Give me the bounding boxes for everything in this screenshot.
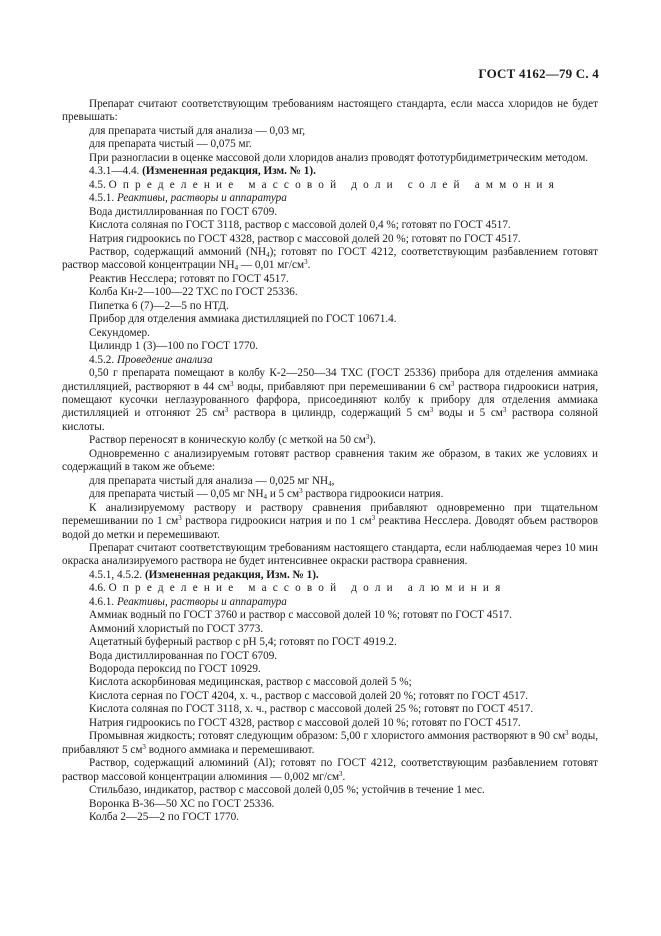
superscript: 3 [450, 379, 455, 388]
superscript: 3 [429, 406, 434, 415]
text-run: реактива Несслера. Доводят объем растворов водой до метки и перемешивают. [62, 515, 598, 541]
amendment-label: (Измененная редакция, Изм. № 1). [142, 165, 316, 178]
section-heading [62, 582, 598, 595]
clause-number: 4.6.1. [89, 595, 117, 608]
paragraph: Кислота соляная по ГОСТ 3118, раствор с массовой долей 0,4 %; готовят по ГОСТ 4517. [89, 219, 511, 232]
clause-number: 4.5.1. [89, 192, 117, 205]
paragraph: Натрия гидроокись по ГОСТ 4328, раствор с массовой долей 20 %; готовят по ГОСТ 4517. [89, 232, 521, 245]
amendment-note [62, 165, 598, 178]
paragraph [62, 730, 598, 757]
superscript: 3 [502, 406, 507, 415]
text-run: Промывная жидкость; готовят следующим образом: 5,00 г хлористого аммония растворяют в 90 см [89, 730, 566, 743]
superscript: 3 [339, 769, 343, 778]
text-run: и 5 см [267, 488, 300, 501]
paragraph: Прибор для отделения аммиака дистилляцией по ГОСТ 10671.4. [89, 313, 397, 326]
superscript: 3 [365, 433, 370, 442]
paragraph: Цилиндр 1 (3)—100 по ГОСТ 1770. [89, 340, 258, 353]
paragraph [62, 488, 598, 501]
clause-number: 4.5. [89, 178, 109, 191]
subscript: 4 [234, 264, 239, 273]
paragraph: При разногласии в оценке массовой доли хлоридов анализ проводят фототурбидиметрическим методом. [89, 151, 589, 164]
superscript: 3 [299, 487, 303, 496]
superscript: 3 [142, 742, 146, 751]
paragraph: Натрия гидроокись по ГОСТ 4328, раствор с массовой долей 10 %; готовят по ГОСТ 4517. [89, 716, 521, 729]
text-run: раствора в цилиндр, содержащий 5 см [228, 407, 430, 420]
paragraph: Аммиак водный по ГОСТ 3760 и раствор с массовой долей 10 %; готовят по ГОСТ 4517. [89, 609, 512, 622]
paragraph: для препарата чистый для анализа — 0,03 мг, [89, 124, 306, 137]
text-run: 0,50 г препарата помещают в колбу К-2—250—34 ТХС (ГОСТ 25336) прибора для отделения аммиака дистилляцией, растворяют в 44 см [62, 367, 598, 393]
superscript: 3 [230, 379, 234, 388]
text-run: раствора соляной кислоты. [62, 407, 599, 433]
text-run: для препарата чистый для анализа — 0,025 мг NH [89, 474, 329, 487]
paragraph: Препарат считают соответствующим требованиям настоящего стандарта, если масса хлоридов не будет превышать: [62, 98, 598, 124]
superscript: 3 [371, 514, 376, 523]
section-title: Определение массовой доли алюминия [108, 582, 507, 595]
subsection-title: Реактивы, растворы и аппаратура [116, 595, 287, 608]
paragraph: Кислота аскорбиновая медицинская, раствор с массовой долей 5 %; [89, 676, 412, 689]
paragraph: Ацетатный буферный раствор с рН 5,4; готовят по ГОСТ 4919.2. [89, 636, 397, 649]
paragraph: Пипетка 6 (7)—2—5 по НТД. [89, 299, 229, 312]
paragraph [62, 434, 598, 447]
paragraph [62, 475, 598, 488]
paragraph: Воронка В-36—50 ХС по ГОСТ 25336. [89, 797, 275, 810]
text-run: раствора гидроокиси натрия. [302, 488, 444, 501]
paragraph: Вода дистиллированная по ГОСТ 6709. [89, 649, 278, 662]
subsection-title: Проведение анализа [116, 353, 213, 366]
text-run: ); готовят по ГОСТ 4212, соответствующим разбавлением готовят раствор массовой концентрации NH [62, 245, 598, 272]
paragraph: для препарата чистый — 0,075 мг. [89, 138, 252, 151]
amendment-label: (Измененная редакция, Изм. № 1). [144, 568, 319, 581]
clause-number: 4.3.1—4.4. [89, 165, 143, 178]
text-run: К анализируемому раствору и раствору сравнения прибавляют одновременно при тщательном перемешивании по 1 см [62, 501, 598, 528]
text-run: воды, прибавляют при перемешивании 6 см [233, 380, 451, 393]
subscript: 4 [263, 493, 268, 502]
paragraph: Аммоний хлористый по ГОСТ 3773. [89, 622, 264, 635]
subsection-heading [62, 596, 598, 609]
amendment-note [62, 569, 598, 582]
paragraph: Колба 2—25—2 по ГОСТ 1770. [89, 811, 239, 824]
paragraph: Одновременно с анализируемым готовят раствор сравнения таким же образом, в таких же условиях и содержащий в таком же объеме: [62, 447, 598, 474]
text-run: Раствор переносят в коническую колбу (с меткой на 50 см [89, 434, 366, 447]
document-body [62, 98, 598, 824]
paragraph: Кислота соляная по ГОСТ 3118, х. ч., раствор с массовой долей 25 %; готовят по ГОСТ 4517. [89, 703, 534, 716]
text-run: воды и 5 см [433, 407, 503, 420]
superscript: 3 [224, 406, 229, 415]
text-run: — 0,01 мг/см [238, 259, 305, 272]
paragraph: Кислота серная по ГОСТ 4204, х. ч., раствор с массовой долей 20 %; готовят по ГОСТ 4517. [89, 689, 529, 702]
clause-number: 4.5.1, 4.5.2. [89, 568, 145, 581]
paragraph [62, 246, 598, 273]
superscript: 3 [178, 514, 182, 523]
text-run: раствора гидроокиси натрия и по 1 см [181, 515, 372, 528]
section-title: Определение массовой доли солей аммония [108, 178, 560, 191]
superscript: 3 [565, 729, 569, 738]
text-run: . [342, 770, 346, 783]
text-run: раствора гидроокиси натрия, помещают кусочки неглазурованного фарфора, присоединяют колбу к прибору для отделения аммиака дистилляцией и отгоняют 25 см [62, 380, 598, 420]
page-header: ГОСТ 4162—79 С. 4 [478, 66, 599, 81]
section-heading [62, 179, 598, 192]
paragraph: Водорода пероксид по ГОСТ 10929. [89, 663, 261, 676]
subsection-heading [62, 354, 598, 367]
paragraph [62, 502, 598, 542]
text-run: Раствор, содержащий алюминий (Al); готовят по ГОСТ 4212, соответствующим разбавлением готовят раствор массовой концентрации алюминия — 0,002 мг/см [62, 757, 598, 783]
paragraph [62, 757, 598, 784]
text-run: , [331, 474, 335, 487]
text-run: ). [369, 434, 376, 447]
paragraph: Секундомер. [89, 326, 150, 339]
subscript: 4 [266, 250, 270, 259]
text-run: для препарата чистый — 0,05 мг NH [89, 488, 264, 501]
subsection-title: Реактивы, растворы и аппаратура [116, 192, 287, 205]
paragraph: Препарат считают соответствующим требованиям настоящего стандарта, если наблюдаемая через 10 мин окраска анализируемого раствора не будет интенсивнее окраски раствора сравнения. [62, 541, 598, 568]
text-run: Раствор, содержащий аммоний (NH [89, 245, 267, 258]
paragraph: Реактив Несслера; готовят по ГОСТ 4517. [89, 272, 289, 285]
superscript: 3 [304, 258, 308, 267]
paragraph: Колба Кн-2—100—22 ТХС по ГОСТ 25336. [89, 286, 298, 299]
paragraph [62, 367, 598, 434]
clause-number: 4.5.2. [89, 353, 117, 366]
text-run: воды, прибавляют 5 см [62, 730, 599, 756]
paragraph: Вода дистиллированная по ГОСТ 6709. [89, 205, 278, 218]
subsection-heading [62, 192, 598, 205]
paragraph: Стильбазо, индикатор, раствор с массовой долей 0,05 %; устойчив в течение 1 мес. [89, 784, 485, 797]
subscript: 4 [328, 479, 332, 488]
text-run: водного аммиака и перемешивают. [145, 743, 315, 756]
text-run: . [307, 259, 311, 272]
clause-number: 4.6. [89, 582, 109, 595]
